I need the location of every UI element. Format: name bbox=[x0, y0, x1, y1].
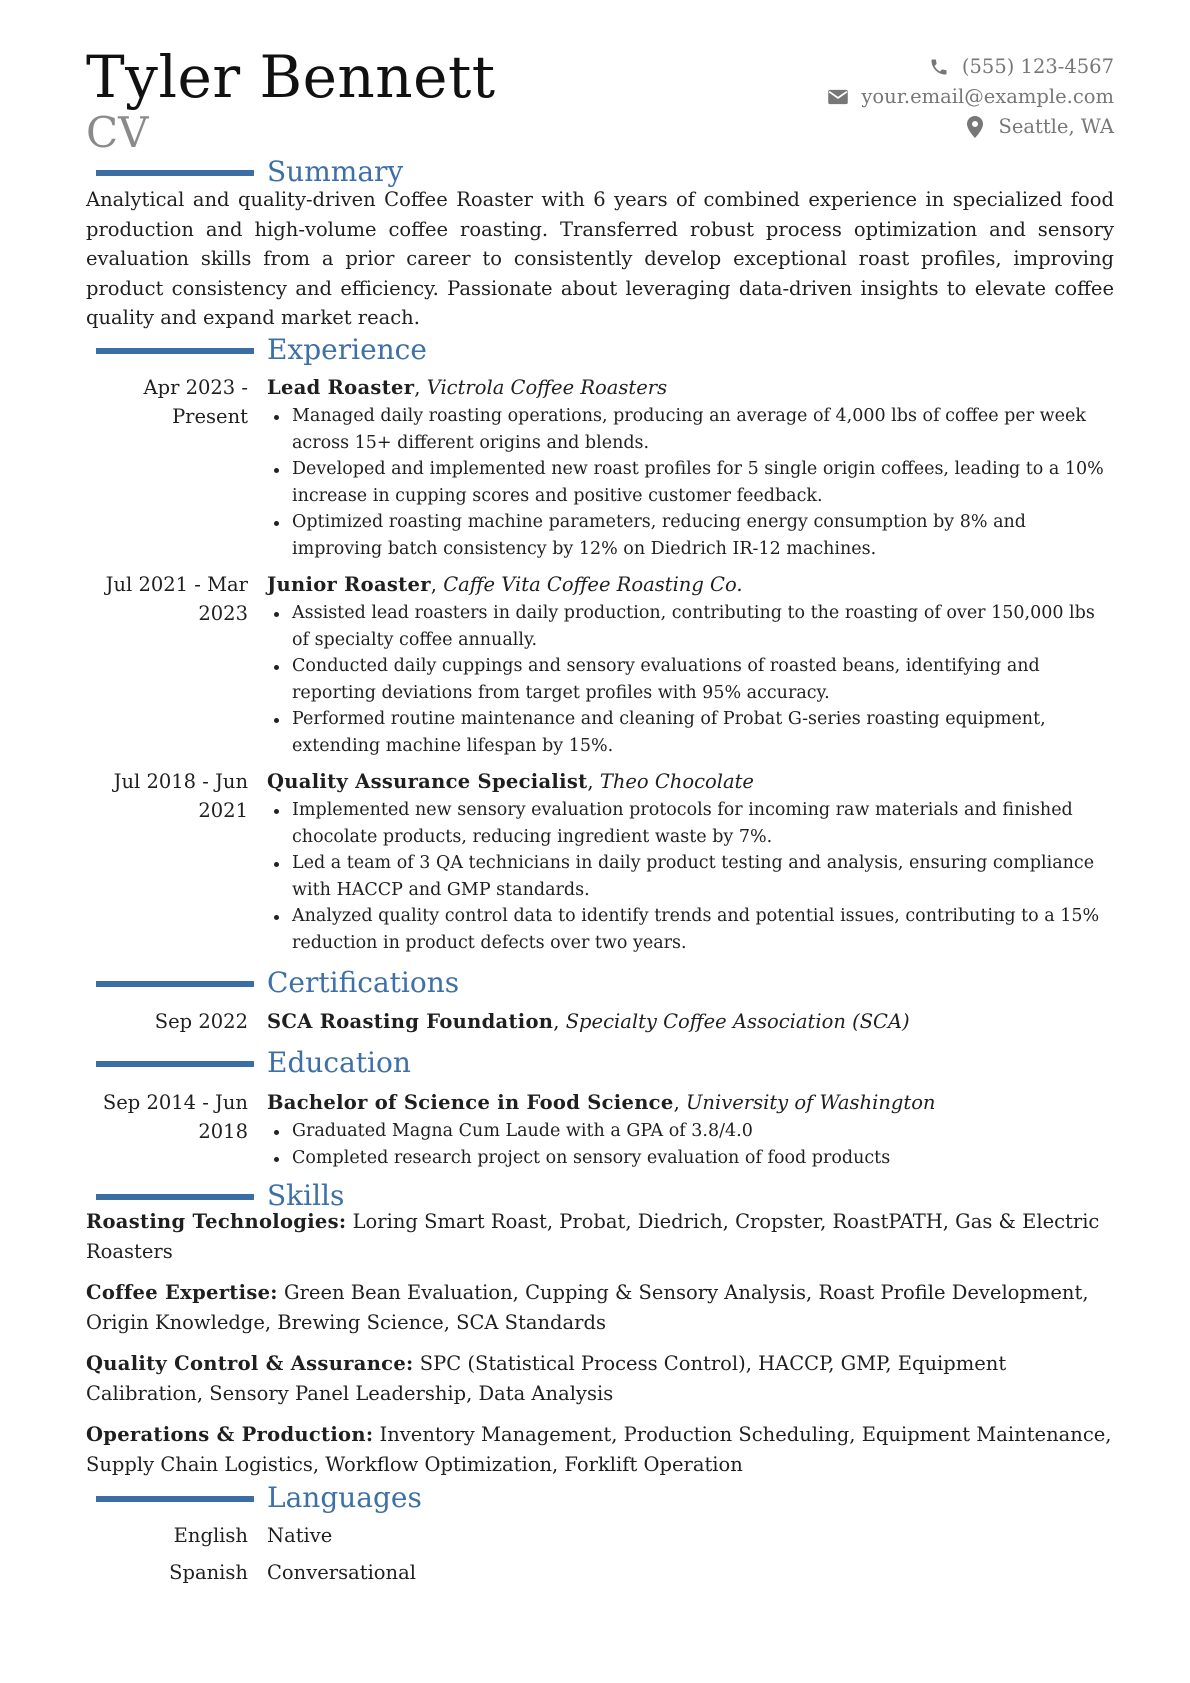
language-level: Native bbox=[267, 1524, 333, 1547]
list-item: Implemented new sensory evaluation protocols for incoming raw materials and finished chocolate products, reducing ingredient waste by 7%. bbox=[267, 797, 1109, 850]
entry-bullets bbox=[267, 403, 1109, 562]
section-accent-bar bbox=[96, 170, 254, 176]
language-name: Spanish bbox=[169, 1561, 248, 1584]
entry-org: Specialty Coffee Association (SCA) bbox=[565, 1010, 910, 1033]
entry-heading: Bachelor of Science in Food Science, University of Washington bbox=[267, 1091, 936, 1114]
location-text: Seattle, WA bbox=[998, 115, 1114, 138]
experience-section-heading bbox=[0, 333, 1190, 367]
section-title: Certifications bbox=[267, 966, 460, 999]
certification-name: SCA Roasting Foundation bbox=[267, 1010, 554, 1033]
list-item: Led a team of 3 QA technicians in daily product testing and analysis, ensuring compliance with HACCP and GMP standards. bbox=[267, 850, 1109, 903]
skill-label: Operations & Production: bbox=[86, 1423, 374, 1446]
summary-section-heading bbox=[0, 155, 1190, 189]
entry-role: Quality Assurance Specialist bbox=[267, 770, 588, 793]
skill-group bbox=[86, 1207, 1114, 1266]
list-item: Managed daily roasting operations, producing an average of 4,000 lbs of coffee per week across 15+ different origins and blends. bbox=[267, 403, 1109, 456]
phone-icon bbox=[926, 57, 952, 77]
entry-date: Jul 2021 - Mar 2023 bbox=[105, 573, 248, 625]
section-accent-bar bbox=[96, 1496, 254, 1502]
section-title: Summary bbox=[267, 155, 404, 188]
entry-heading: Lead Roaster, Victrola Coffee Roasters bbox=[267, 376, 668, 399]
list-item: Completed research project on sensory evaluation of food products bbox=[267, 1145, 1109, 1172]
list-item: Performed routine maintenance and cleaning of Probat G-series roasting equipment, extending machine lifespan by 15%. bbox=[267, 706, 1109, 759]
skill-text: Green Bean Evaluation, Cupping & Sensory Analysis, Roast Profile Development, Origin Knowledge, Brewing Science, SCA Standards bbox=[86, 1281, 1089, 1334]
section-title: Languages bbox=[267, 1481, 422, 1514]
language-level: Conversational bbox=[267, 1561, 416, 1584]
list-item: Graduated Magna Cum Laude with a GPA of 3.8/4.0 bbox=[267, 1118, 1109, 1145]
list-item: Developed and implemented new roast profiles for 5 single origin coffees, leading to a 10% increase in cupping scores and positive customer feedback. bbox=[267, 456, 1109, 509]
contact-email bbox=[825, 82, 1114, 112]
list-item: Analyzed quality control data to identify trends and potential issues, contributing to a 15% reduction in product defects over two years. bbox=[267, 903, 1109, 956]
summary-text: Analytical and quality-driven Coffee Roaster with 6 years of combined experience in specialized food production and high-volume coffee roasting. Transferred robust process optimization and sensory evaluation skills from a prior career to consistently develop exceptional roast profiles, improving product consistency and efficiency. Passionate about leveraging data-driven insights to elevate coffee quality and expand market reach. bbox=[86, 188, 1114, 329]
entry-bullets bbox=[267, 797, 1109, 956]
list-item: Assisted lead roasters in daily production, contributing to the roasting of over 150,000 lbs of specialty coffee annually. bbox=[267, 600, 1109, 653]
section-accent-bar bbox=[96, 981, 254, 987]
skill-label: Quality Control & Assurance: bbox=[86, 1352, 414, 1375]
entry-heading: Junior Roaster, Caffe Vita Coffee Roasting Co. bbox=[267, 573, 743, 596]
entry-org: Theo Chocolate bbox=[599, 770, 754, 793]
entry-role: Junior Roaster bbox=[267, 573, 431, 596]
contact-location bbox=[825, 112, 1114, 142]
language-name: English bbox=[173, 1524, 248, 1547]
section-accent-bar bbox=[96, 348, 254, 354]
certifications-section-heading bbox=[0, 966, 1190, 1000]
entry-bullets bbox=[267, 600, 1109, 759]
entry-role: Lead Roaster bbox=[267, 376, 415, 399]
entry-org: Victrola Coffee Roasters bbox=[426, 376, 668, 399]
contact-phone bbox=[825, 52, 1114, 82]
section-accent-bar bbox=[96, 1061, 254, 1067]
list-item: Conducted daily cuppings and sensory evaluations of roasted beans, identifying and reporting deviations from target profiles with 95% accuracy. bbox=[267, 653, 1109, 706]
entry-heading: SCA Roasting Foundation, Specialty Coffee Association (SCA) bbox=[267, 1010, 910, 1033]
section-accent-bar bbox=[96, 1194, 254, 1200]
list-item: Optimized roasting machine parameters, reducing energy consumption by 8% and improving batch consistency by 12% on Diedrich IR-12 machines. bbox=[267, 509, 1109, 562]
entry-heading: Quality Assurance Specialist, Theo Chocolate bbox=[267, 770, 754, 793]
section-title: Education bbox=[267, 1046, 411, 1079]
entry-bullets bbox=[267, 1118, 1109, 1171]
skill-text: Inventory Management, Production Scheduling, Equipment Maintenance, Supply Chain Logistics, Workflow Optimization, Forklift Operation bbox=[86, 1423, 1112, 1476]
skill-group bbox=[86, 1278, 1114, 1337]
languages-section-heading bbox=[0, 1481, 1190, 1515]
candidate-name: Tyler Bennett bbox=[86, 43, 496, 111]
education-section-heading bbox=[0, 1046, 1190, 1080]
email-link[interactable]: your.email@example.com bbox=[861, 85, 1114, 108]
entry-org: Caffe Vita Coffee Roasting Co. bbox=[443, 573, 743, 596]
contact-block bbox=[825, 52, 1114, 142]
section-title: Skills bbox=[267, 1179, 345, 1212]
entry-date: Sep 2014 - Jun 2018 bbox=[102, 1091, 248, 1143]
entry-org: University of Washington bbox=[685, 1091, 936, 1114]
envelope-icon bbox=[825, 89, 851, 105]
skill-group bbox=[86, 1420, 1114, 1479]
entry-date: Sep 2022 bbox=[154, 1010, 248, 1033]
entry-date: Jul 2018 - Jun 2021 bbox=[113, 770, 248, 822]
skill-label: Roasting Technologies: bbox=[86, 1210, 347, 1233]
skill-group bbox=[86, 1349, 1114, 1408]
skill-text: Loring Smart Roast, Probat, Diedrich, Cropster, RoastPATH, Gas & Electric Roasters bbox=[86, 1210, 1100, 1263]
skill-label: Coffee Expertise: bbox=[86, 1281, 278, 1304]
document-label: CV bbox=[86, 108, 149, 157]
section-title: Experience bbox=[267, 333, 427, 366]
degree-name: Bachelor of Science in Food Science bbox=[267, 1091, 674, 1114]
phone-text: (555) 123-4567 bbox=[961, 55, 1114, 78]
map-marker-icon bbox=[962, 116, 988, 138]
entry-date: Apr 2023 - Present bbox=[143, 376, 248, 428]
skill-text: SPC (Statistical Process Control), HACCP, GMP, Equipment Calibration, Sensory Panel Leadership, Data Analysis bbox=[86, 1352, 1007, 1405]
